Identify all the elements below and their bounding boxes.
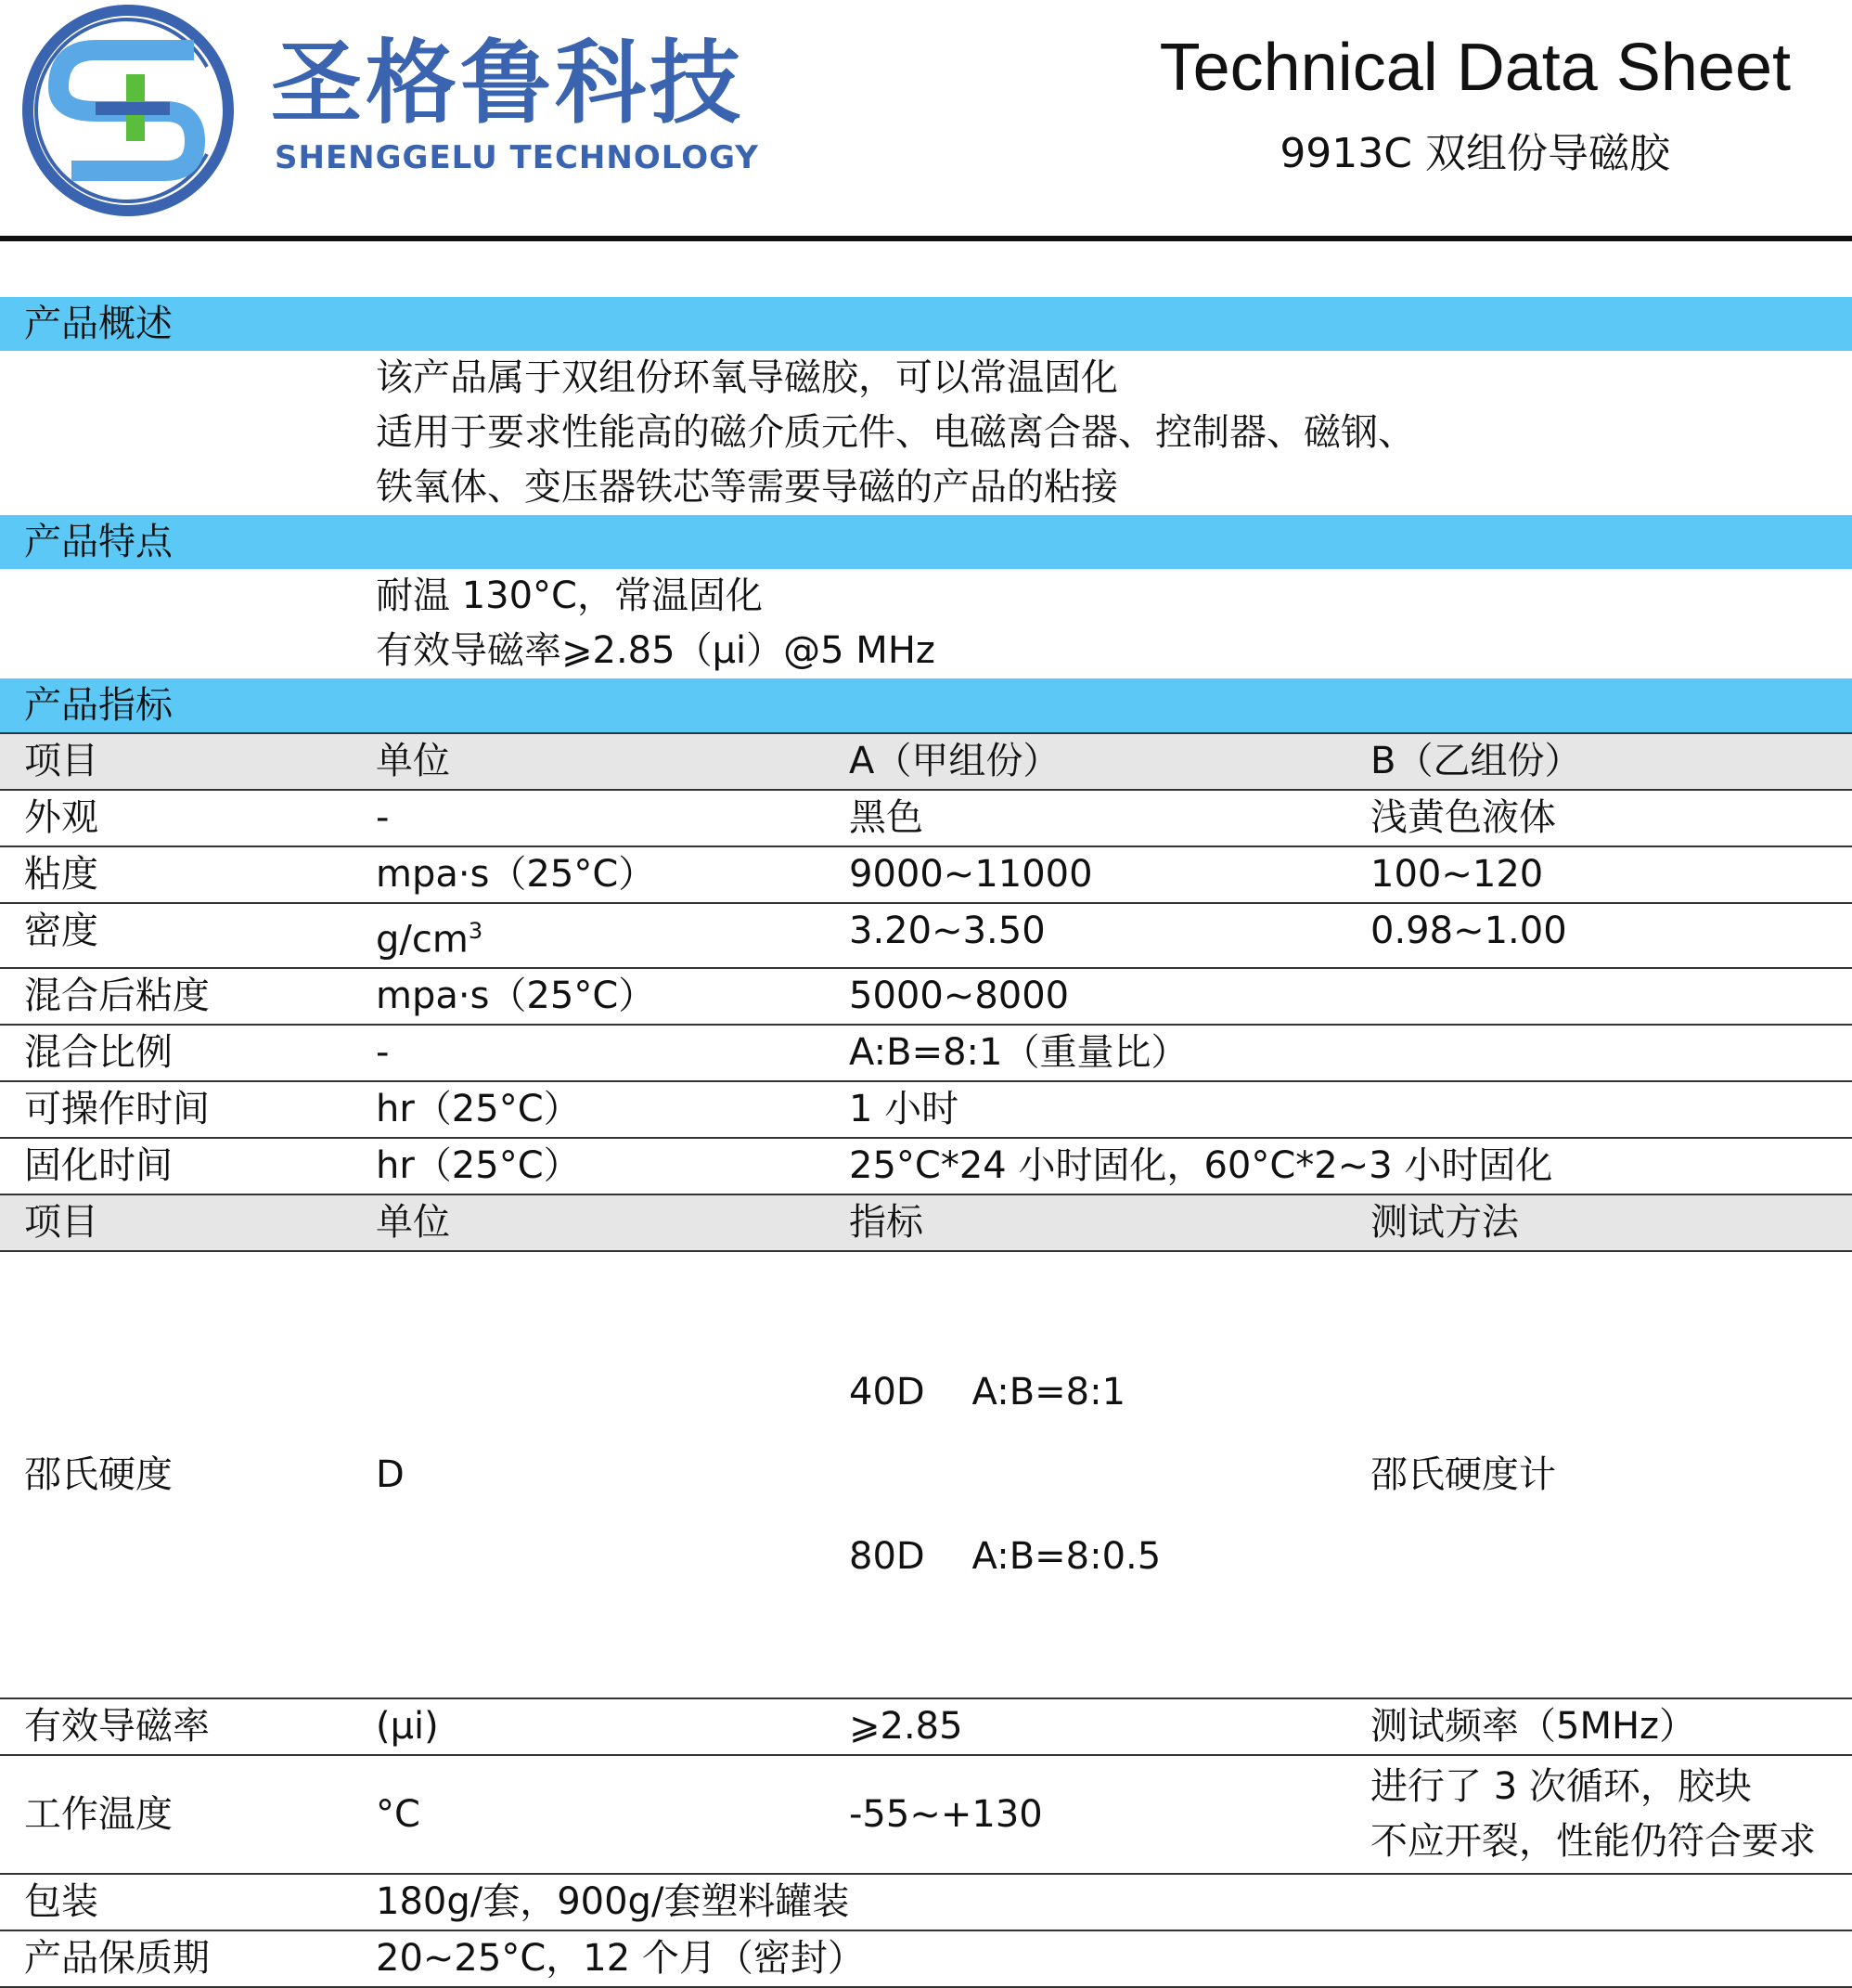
overview-text bbox=[0, 351, 1852, 515]
cell-unit: hr（25°C） bbox=[376, 1088, 581, 1131]
cell-item: 密度 bbox=[24, 910, 98, 952]
cell-method: 测试频率（5MHz） bbox=[1370, 1705, 1697, 1749]
cell-value: 180g/套，900g/套塑料罐装 bbox=[376, 1880, 850, 1924]
cell-value: ⩾2.85 bbox=[849, 1705, 963, 1749]
cell-item: 粘度 bbox=[24, 853, 98, 896]
cell-unit: - bbox=[376, 796, 390, 839]
cell-a: 黑色 bbox=[849, 796, 923, 839]
cell-method bbox=[1370, 1256, 1852, 1694]
table-row bbox=[0, 1875, 1852, 1931]
cell-item: 外观 bbox=[24, 796, 98, 839]
cell-value bbox=[849, 1256, 1370, 1694]
table-row bbox=[0, 791, 1852, 847]
header-cell: A（甲组份） bbox=[849, 740, 1061, 782]
feature-line: 耐温 130°C，常温固化 bbox=[376, 574, 763, 617]
section-heading-specs: 产品指标 bbox=[0, 678, 1852, 732]
cell-value: 20~25°C，12 个月（密封） bbox=[376, 1937, 865, 1981]
cell-text: 邵氏硬度 bbox=[24, 1452, 173, 1496]
method-line: 不应开裂，性能仍符合要求 bbox=[1370, 1820, 1816, 1864]
test-table-header bbox=[0, 1195, 1852, 1252]
document-subtitle: 9913C 双组份导磁胶 bbox=[1280, 130, 1670, 177]
header-cell: 单位 bbox=[376, 1201, 450, 1245]
cell-item: 固化时间 bbox=[24, 1144, 173, 1188]
brand-name-cn: 圣格鲁科技 bbox=[271, 31, 745, 136]
table-row bbox=[0, 1139, 1852, 1195]
header-cell: 项目 bbox=[24, 1201, 98, 1245]
cell-item: 可操作时间 bbox=[24, 1088, 210, 1131]
cell-b: 0.98~1.00 bbox=[1370, 910, 1567, 952]
cell-value bbox=[849, 1760, 1370, 1869]
header bbox=[0, 0, 1852, 239]
cell-a: 25°C*24 小时固化，60°C*2~3 小时固化 bbox=[849, 1144, 1553, 1188]
cell-text: -55~+130 bbox=[849, 1792, 1043, 1836]
cell-unit bbox=[376, 1256, 849, 1694]
table-row bbox=[0, 904, 1852, 969]
cell-text: 工作温度 bbox=[24, 1792, 173, 1836]
cell-text: 邵氏硬度计 bbox=[1370, 1452, 1556, 1496]
cell-b: 100~120 bbox=[1370, 853, 1544, 896]
cell-b: 浅黄色液体 bbox=[1370, 796, 1556, 839]
overview-line: 该产品属于双组份环氧导磁胶，可以常温固化 bbox=[376, 356, 1118, 399]
company-logo-icon bbox=[17, 2, 239, 220]
header-cell: 测试方法 bbox=[1370, 1201, 1519, 1245]
header-cell: 指标 bbox=[849, 1201, 923, 1245]
cell-unit: mpa·s（25°C） bbox=[376, 975, 656, 1018]
cell-item: 有效导磁率 bbox=[24, 1705, 210, 1749]
overview-line: 适用于要求性能高的磁介质元件、电磁离合器、控制器、磁钢、 bbox=[376, 411, 1415, 454]
cell-unit bbox=[376, 904, 849, 967]
table-row bbox=[0, 847, 1852, 904]
table-row bbox=[0, 969, 1852, 1026]
cell-a: 3.20~3.50 bbox=[849, 910, 1046, 952]
cell-b bbox=[1370, 1026, 1852, 1080]
document-title: Technical Data Sheet bbox=[1159, 31, 1791, 105]
header-cell: 项目 bbox=[24, 740, 98, 782]
cell-b bbox=[1370, 1082, 1852, 1137]
cell-unit: (μi) bbox=[376, 1705, 439, 1749]
cell-b bbox=[1370, 969, 1852, 1024]
header-cell: 单位 bbox=[376, 740, 450, 782]
cell-item: 混合比例 bbox=[24, 1031, 173, 1075]
cell-item bbox=[0, 1256, 376, 1694]
cell-item: 包装 bbox=[24, 1880, 98, 1924]
cell-unit: mpa·s（25°C） bbox=[376, 853, 656, 896]
unit-superscript: 3 bbox=[468, 918, 483, 944]
cell-method bbox=[1370, 1760, 1852, 1869]
table-row bbox=[0, 1931, 1852, 1988]
cell-text: D bbox=[376, 1452, 405, 1496]
method-line: 进行了 3 次循环，胶块 bbox=[1370, 1765, 1752, 1809]
table-row bbox=[0, 1699, 1852, 1756]
section-heading-features: 产品特点 bbox=[0, 515, 1852, 569]
feature-line: 有效导磁率⩾2.85（μi）@5 MHz bbox=[376, 629, 935, 672]
table-row bbox=[0, 1252, 1852, 1699]
cell-a: A:B=8:1（重量比） bbox=[849, 1031, 1189, 1075]
table-row bbox=[0, 1756, 1852, 1875]
section-heading-overview: 产品概述 bbox=[0, 297, 1852, 351]
header-cell: B（乙组份） bbox=[1370, 740, 1582, 782]
cell-a: 5000~8000 bbox=[849, 975, 1070, 1018]
cell-a: 9000~11000 bbox=[849, 853, 1093, 896]
hardness-value-line: 80D A:B=8:0.5 bbox=[849, 1535, 1162, 1579]
cell-a: 1 小时 bbox=[849, 1088, 959, 1131]
table-row bbox=[0, 1082, 1852, 1139]
overview-line: 铁氧体、变压器铁芯等需要导磁的产品的粘接 bbox=[376, 466, 1118, 509]
cell-text: °C bbox=[376, 1792, 420, 1836]
cell-unit: hr（25°C） bbox=[376, 1144, 581, 1188]
header-divider bbox=[0, 236, 1852, 241]
features-text bbox=[0, 569, 1852, 678]
table-row bbox=[0, 1026, 1852, 1082]
cell-item bbox=[0, 1760, 376, 1869]
brand-name-en: SHENGGELU TECHNOLOGY bbox=[275, 139, 759, 176]
cell-item: 混合后粘度 bbox=[24, 975, 210, 1018]
unit-text: g/cm bbox=[376, 918, 469, 962]
spec-table-header bbox=[0, 732, 1852, 791]
cell-unit: - bbox=[376, 1031, 390, 1075]
cell-item: 产品保质期 bbox=[24, 1937, 210, 1981]
hardness-value-line: 40D A:B=8:1 bbox=[849, 1371, 1126, 1414]
cell-unit bbox=[376, 1760, 849, 1869]
data-sheet-body bbox=[0, 297, 1852, 1988]
